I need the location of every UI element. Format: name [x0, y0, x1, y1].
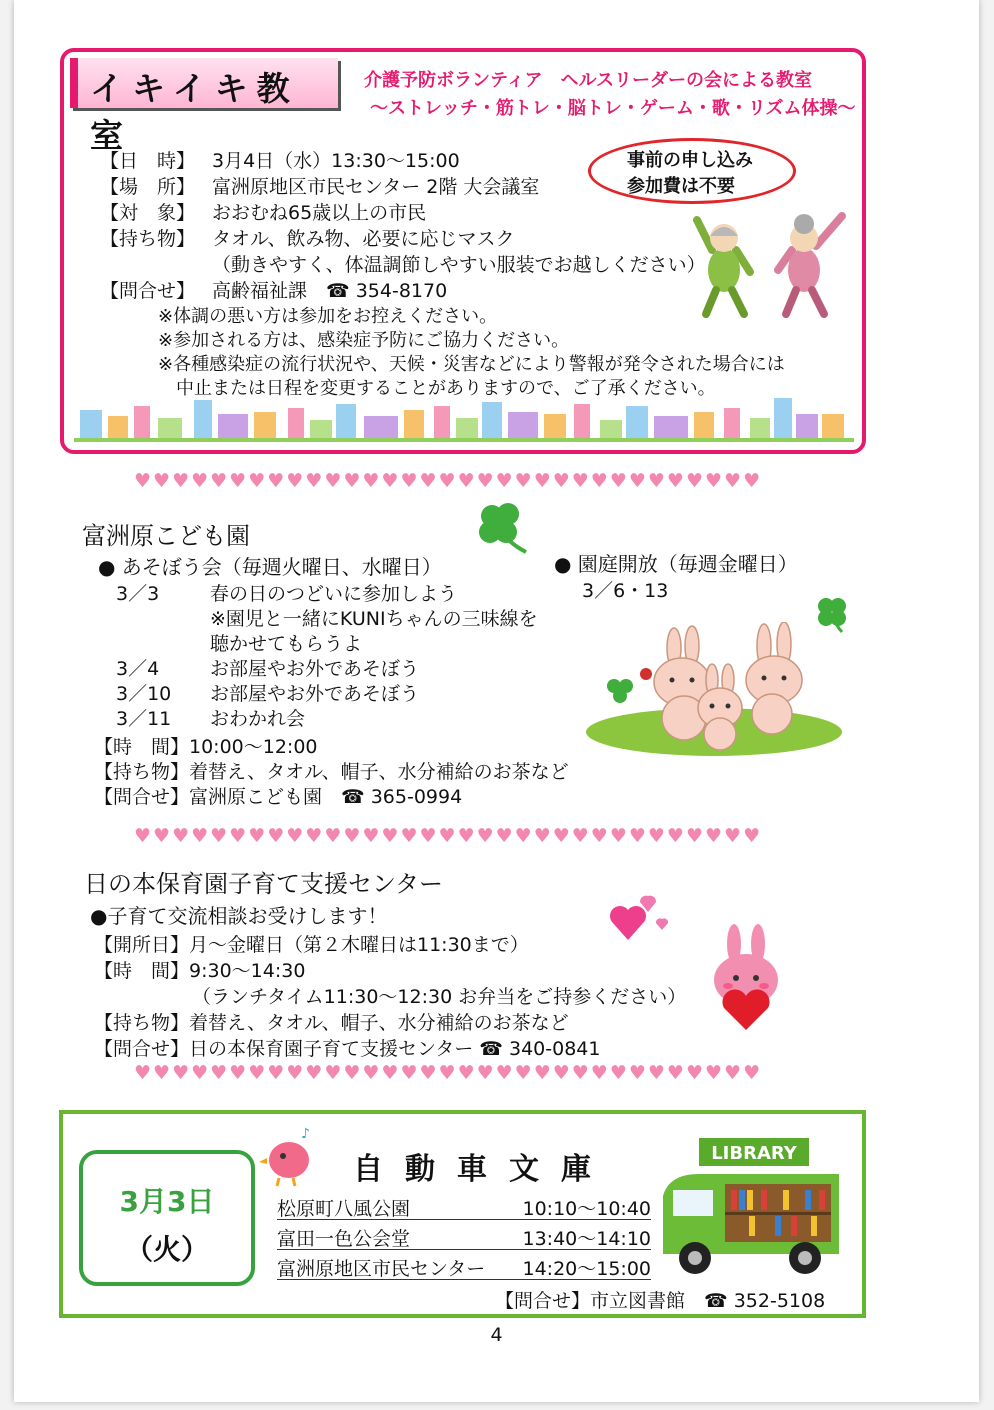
hinomoto-time: 【時 間】9:30～14:30: [94, 960, 306, 982]
kodomo-event-text: お部屋やお外であそぼう: [210, 683, 420, 705]
hinomoto-headline: ●子育て交流相談お受けします！: [90, 904, 388, 928]
ikiiki-row-value: 3月4日（水）13:30～15:00: [212, 150, 460, 172]
hinomoto-open-days: 【開所日】月～金曜日（第２木曜日は11:30まで）: [94, 934, 529, 956]
kodomo-items: 【持ち物】着替え、タオル、帽子、水分補給のお茶など: [94, 761, 569, 783]
kodomo-event-date: 3／4: [116, 658, 160, 680]
hearts-divider-3: ♥♥♥♥♥♥♥♥♥♥♥♥♥♥♥♥♥♥♥♥♥♥♥♥♥♥♥♥♥♥♥♥♥: [134, 1062, 763, 1082]
ikiiki-row-contact: [100, 276, 447, 303]
ikiiki-row-items: [100, 224, 514, 251]
singing-bird-illustration: [259, 1122, 323, 1188]
library-stop: [277, 1224, 651, 1250]
clover-icon: [470, 500, 534, 556]
hearts-divider-1: ♥♥♥♥♥♥♥♥♥♥♥♥♥♥♥♥♥♥♥♥♥♥♥♥♥♥♥♥♥♥♥♥♥: [134, 470, 763, 490]
svg-text:♪: ♪: [301, 1126, 310, 1142]
library-weekday: （火）: [124, 1233, 209, 1266]
ikiiki-title: イキイキ教室: [90, 69, 299, 155]
ikiiki-box: [60, 48, 866, 454]
kodomo-event-text: ※園児と一緒にKUNIちゃんの三味線を: [210, 608, 538, 630]
ikiiki-row-value: タオル、飲み物、必要に応じマスク: [212, 228, 515, 250]
ikiiki-row-label: 【対 象】: [100, 202, 196, 224]
ikiiki-row-label: 【問合せ】: [100, 280, 196, 302]
hinomoto-items: 【持ち物】着替え、タオル、帽子、水分補給のお茶など: [94, 1012, 569, 1034]
kodomo-event-text: おわかれ会: [210, 708, 306, 730]
ikiiki-title-banner: [70, 58, 338, 155]
library-box: [59, 1110, 866, 1318]
ikiiki-subtitle-1: 介護予防ボランティア ヘルスリーダーの会による教室: [364, 70, 813, 91]
ikiiki-note: 中止または日程を変更することがありますので、ご了承ください。: [176, 378, 716, 399]
kodomo-garden-heading: ● 園庭開放（毎週金曜日）: [554, 552, 798, 576]
library-bus-illustration: [659, 1134, 859, 1280]
kodomo-event-date: 3／10: [116, 683, 172, 705]
library-bus-sign: LIBRARY: [711, 1143, 797, 1164]
page: [14, 0, 979, 1402]
ikiiki-row-label: 【日 時】: [100, 150, 196, 172]
ikiiki-row-place: [100, 172, 539, 199]
kodomo-event-date: 3／3: [116, 583, 160, 605]
library-stop-place: 松原町八風公園: [277, 1198, 411, 1220]
kodomo-event-date: 3／11: [116, 708, 172, 730]
townscape-illustration: [74, 392, 854, 442]
ikiiki-row-value: おおむね65歳以上の市民: [212, 202, 427, 224]
ikiiki-subtitle-2: ～ストレッチ・筋トレ・脳トレ・ゲーム・歌・リズム体操～: [370, 98, 856, 119]
hearts-divider-2: ♥♥♥♥♥♥♥♥♥♥♥♥♥♥♥♥♥♥♥♥♥♥♥♥♥♥♥♥♥♥♥♥♥: [134, 825, 763, 845]
rabbit-heart-illustration: [704, 922, 790, 1034]
exercising-seniors-illustration: [692, 210, 852, 320]
oval-line-1: 事前の申し込み: [627, 150, 753, 171]
library-contact: 【問合せ】市立図書館 ☎ 352-5108: [495, 1290, 826, 1312]
library-stop-time: 13:40～14:10: [522, 1228, 651, 1250]
hinomoto-contact: 【問合せ】日の本保育園子育て支援センター ☎ 340-0841: [94, 1038, 601, 1060]
ikiiki-row-value: 富洲原地区市民センター 2階 大会議室: [212, 176, 540, 198]
ikiiki-row-label: 【場 所】: [100, 176, 196, 198]
ikiiki-note: ※各種感染症の流行状況や、天候・災害などにより警報が発令された場合には: [158, 354, 785, 375]
page-number: 4: [490, 1324, 503, 1346]
rabbits-illustration: [584, 622, 844, 758]
library-stop-place: 富洲原地区市民センター: [277, 1258, 486, 1280]
kodomo-event-text: お部屋やお外であそぼう: [210, 658, 420, 680]
oval-line-2: 参加費は不要: [627, 176, 735, 197]
kodomo-time: 【時 間】10:00～12:00: [94, 736, 318, 758]
library-stop: [277, 1194, 651, 1220]
ikiiki-note: ※参加される方は、感染症予防にご協力ください。: [158, 330, 570, 351]
ikiiki-row-value: （動きやすく、体温調節しやすい服装でお越しください）: [212, 254, 706, 276]
library-stop: [277, 1254, 651, 1280]
kodomo-title: 富洲原こども園: [82, 522, 250, 550]
kodomo-contact: 【問合せ】富洲原こども園 ☎ 365-0994: [94, 786, 463, 808]
library-stop-place: 富田一色公会堂: [277, 1228, 411, 1250]
ikiiki-row-target: [100, 198, 426, 225]
ikiiki-row-label: 【持ち物】: [100, 228, 196, 250]
ikiiki-row-value: 高齢福祉課 ☎ 354-8170: [212, 280, 448, 302]
hinomoto-title: 日の本保育園子育て支援センター: [84, 870, 444, 898]
ikiiki-row-clothing: [100, 250, 706, 277]
hinomoto-lunch: （ランチタイム11:30～12:30 お弁当をご持参ください）: [192, 986, 687, 1008]
kodomo-event-text: 春の日のつどいに参加しよう: [210, 583, 458, 605]
ikiiki-notice-oval: [588, 138, 796, 204]
library-stop-time: 10:10～10:40: [522, 1198, 651, 1220]
ikiiki-row-datetime: [100, 146, 460, 173]
library-stop-time: 14:20～15:00: [522, 1258, 651, 1280]
library-date: 3月3日: [119, 1185, 215, 1218]
ikiiki-note: ※体調の悪い方は参加をお控えください。: [158, 306, 498, 327]
kodomo-event-text: 聴かせてもらうよ: [210, 633, 363, 655]
hearts-icon: [606, 890, 676, 946]
kodomo-garden-dates: 3／6・13: [582, 580, 669, 602]
library-title: 自動車文庫: [353, 1152, 613, 1187]
kodomo-asobou-heading: ● あそぼう会（毎週火曜日、水曜日）: [98, 555, 442, 579]
library-date-box: [79, 1150, 255, 1286]
